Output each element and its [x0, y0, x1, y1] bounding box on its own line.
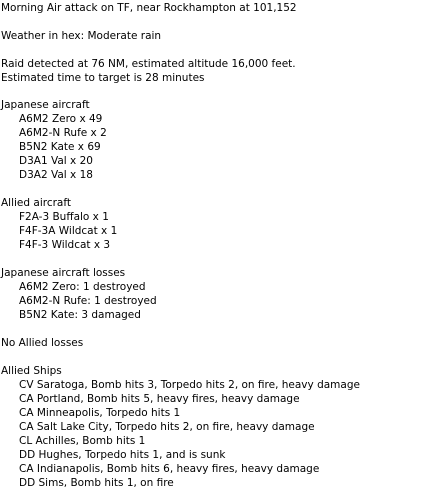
japanese-loss-item: B5N2 Kate: 3 damaged	[19, 309, 141, 321]
allied-losses-line: No Allied losses	[1, 337, 84, 349]
japanese-aircraft-item: D3A1 Val x 20	[19, 155, 93, 167]
allied-ships-heading: Allied Ships	[1, 365, 62, 377]
japanese-aircraft-heading: Japanese aircraft	[1, 99, 90, 111]
japanese-aircraft-item: D3A2 Val x 18	[19, 169, 93, 181]
weather-line: Weather in hex: Moderate rain	[1, 30, 162, 42]
allied-ship-item: CV Saratoga, Bomb hits 3, Torpedo hits 2, on fire, heavy damage	[19, 379, 360, 391]
allied-ship-item: DD Hughes, Torpedo hits 1, and is sunk	[19, 449, 226, 461]
time-to-target-line: Estimated time to target is 28 minutes	[1, 72, 205, 84]
allied-ship-item: CA Indianapolis, Bomb hits 6, heavy fires, heavy damage	[19, 463, 320, 475]
allied-ship-item: CA Portland, Bomb hits 5, heavy fires, heavy damage	[19, 393, 300, 405]
allied-ship-item: DD Sims, Bomb hits 1, on fire	[19, 477, 174, 489]
japanese-loss-item: A6M2 Zero: 1 destroyed	[19, 281, 146, 293]
allied-ship-item: CA Salt Lake City, Torpedo hits 2, on fire, heavy damage	[19, 421, 315, 433]
report-headline: Morning Air attack on TF, near Rockhampton at 101,152	[1, 2, 297, 14]
japanese-losses-heading: Japanese aircraft losses	[1, 267, 126, 279]
allied-ship-item: CA Minneapolis, Torpedo hits 1	[19, 407, 181, 419]
allied-aircraft-item: F2A-3 Buffalo x 1	[19, 211, 109, 223]
allied-aircraft-item: F4F-3A Wildcat x 1	[19, 225, 118, 237]
japanese-aircraft-item: A6M2 Zero x 49	[19, 113, 103, 125]
japanese-loss-item: A6M2-N Rufe: 1 destroyed	[19, 295, 157, 307]
allied-ship-item: CL Achilles, Bomb hits 1	[19, 435, 146, 447]
allied-aircraft-heading: Allied aircraft	[1, 197, 71, 209]
japanese-aircraft-item: A6M2-N Rufe x 2	[19, 127, 107, 139]
allied-aircraft-item: F4F-3 Wildcat x 3	[19, 239, 111, 251]
japanese-aircraft-item: B5N2 Kate x 69	[19, 141, 101, 153]
raid-detected-line: Raid detected at 76 NM, estimated altitude 16,000 feet.	[1, 58, 296, 70]
